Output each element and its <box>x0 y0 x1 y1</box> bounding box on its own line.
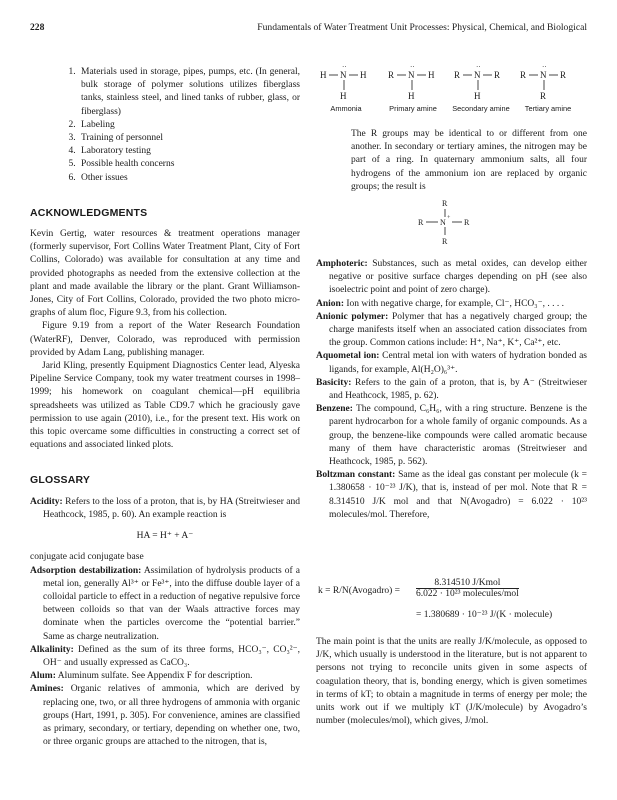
svg-text:R: R <box>520 70 527 80</box>
primary-amine-structure <box>388 64 435 101</box>
svg-text:··: ·· <box>342 64 347 71</box>
ammonia-structure <box>320 64 367 101</box>
glossary-definition: Same as the ideal gas constant per molecule (k = 1.380658 · 10⁻²³ J/K), that is, instead of per mol. Note that R = 8.314510 J/K mol and that N(Avogadro) = 6.022 · 10²³ molecules/mol. Therefore, <box>329 470 587 520</box>
svg-text:N: N <box>408 70 415 80</box>
glossary-definition: Refers to the loss of a proton, that is, by HA (Streitwieser and Heathcock, 1985, p. 60). An example reaction is <box>43 496 300 520</box>
list-item: 1. Materials used in storage, pipes, pumps, etc. (In general, bulk storage of polymer solutions utilizes fiberglass tanks, stainless steel, and lined tanks of rubber, glass, or fiberglass) <box>78 66 300 119</box>
glossary-term: Anion: <box>316 298 344 309</box>
glossary-term: Acidity: <box>30 496 63 507</box>
acidity-caption: conjugate acid conjugate base <box>30 552 144 563</box>
glossary-term: Basicity: <box>316 377 352 388</box>
boltzmann-fraction <box>416 578 519 599</box>
boltzmann-denominator: 6.022 · 10²³ molecules/mol <box>416 589 519 599</box>
glossary-definition: Ion with negative charge, for example, Cl⁻, HCO₃⁻, . . . . <box>346 298 564 309</box>
svg-text:R: R <box>464 218 470 227</box>
glossary-definition: Polymer that has a negatively charged group; the charge manifests itself when an associated cation dissociates from the group. Common cations include: H⁺, Na⁺, K⁺, Ca²⁺, etc. <box>329 311 588 349</box>
svg-text:H: H <box>360 70 367 80</box>
glossary-entry-boltzmann <box>316 469 587 522</box>
glossary-term: Alkalinity: <box>30 644 74 655</box>
amine-structures-drawing <box>316 64 587 104</box>
glossary-entry-benzene <box>316 403 587 469</box>
glossary-entry-anion <box>316 298 587 311</box>
secondary-amine-structure <box>454 64 500 101</box>
glossary-heading: GLOSSARY <box>30 474 91 487</box>
right-column-bottom <box>316 636 587 728</box>
svg-text:H: H <box>474 91 481 101</box>
svg-text:H: H <box>340 91 347 101</box>
list-item: 5. Possible health concerns <box>78 158 300 171</box>
amine-label: Secondary amine <box>452 104 510 113</box>
list-item: 2. Labeling <box>78 119 300 132</box>
ack-paragraph: Kevin Gertig, water resources & treatment operations manager (formerly supervisor, Fort Collins Water Treatment Plant, City of Fort Collins, Colorado) was available for consultation at any time and provided photographs as needed from the extensive collection at the plant and made available the library or the plant. Grant Williamson-Jones, City of Fort Collins, Colorado, provided the two photo micro-graphs of alum floc, Figure 9.3, from his collection. <box>30 229 300 319</box>
glossary-entry-anionic-polymer <box>316 311 587 351</box>
right-column-glossary <box>316 258 587 522</box>
glossary-entry-aquometal <box>316 350 587 376</box>
svg-text:R: R <box>418 218 424 227</box>
quaternary-ammonium-drawing <box>416 198 486 246</box>
right-column-top <box>316 128 587 194</box>
svg-text:R: R <box>540 91 547 101</box>
ack-paragraph: Jarid Kling, presently Equipment Diagnostics Center lead, Alyeska Pipeline Service Company, took my water treatment courses in 1998–1999; his homework on coagulant chemical—pH equilibria spreadsheets was utilized as Table CD9.7 which he graciously gave permission to use again (2010), i.e., for the present text. His work on this topic overcame some difficulties in constructing a correct set of equations and associated linked plots. <box>30 361 300 451</box>
glossary-definition: Central metal ion with waters of hydration bonded as ligands, for example, Al(H₂O)₆³⁺. <box>329 351 588 375</box>
glossary-entry-amines <box>30 683 300 749</box>
svg-text:N: N <box>340 70 347 80</box>
page-number: 228 <box>30 22 45 33</box>
running-title: Fundamentals of Water Treatment Unit Processes: Physical, Chemical, and Biological <box>257 22 587 33</box>
amine-label: Ammonia <box>330 104 362 113</box>
svg-text:··: ·· <box>542 64 547 71</box>
glossary-definition: The compound, C₆H₆, with a ring structure. Benzene is the parent hydrocarbon for a whole family of organic compounds. As a group, the benzene-like compounds were called aromatic because many of them have characteristic aromas (Streitwieser and Heathcock, 1985, p. 562). <box>329 404 587 468</box>
svg-text:··: ·· <box>476 64 481 71</box>
glossary-entry-adsorption <box>30 565 300 644</box>
left-column <box>30 66 300 749</box>
glossary-definition: Assimilation of hydrolysis products of a metal ion, generally Al³⁺ or Fe³⁺, into the diffuse double layer of a colloidal particle to effect in a reduction of negative repulsive force between colloids so that van der Waals attractive forces may dominate when the particles overcome the “potential barrier.” Same as charge neutralization. <box>43 565 300 642</box>
svg-text:N: N <box>540 70 547 80</box>
svg-text:R: R <box>442 237 448 246</box>
boltzmann-numerator: 8.314510 J/Kmol <box>416 578 519 589</box>
main-point-paragraph: The main point is that the units are really J/K/molecule, as opposed to J/K, which usually is understood in the literature, but is not apparent to persons not trying to reconcile units given in some aspects of coagulation theory, that is, bonding energy, which is given sometimes in terms of kT; to obtain a magnitude in terms of energy per mole; the units work out if we multiply kT (J/K/molecule) by Avogadro’s number (molecules/mol), which gives, J/mol. <box>316 637 587 727</box>
page-header <box>30 22 587 36</box>
glossary-term: Amines: <box>30 684 64 695</box>
boltzmann-eq-left: k = R/N(Avogadro) = <box>318 586 401 596</box>
svg-text:+: + <box>447 215 451 221</box>
svg-text:R: R <box>388 70 395 80</box>
boltzmann-result: = 1.380689 · 10⁻²³ J/(K · molecule) <box>416 610 553 620</box>
quaternary-ammonium-structure <box>416 198 486 246</box>
glossary-entry-acidity <box>30 496 300 522</box>
acknowledgments-heading: ACKNOWLEDGMENTS <box>30 206 148 219</box>
glossary-definition: Refers to the gain of a proton, that is, by A⁻ (Streitwieser and Heathcock, 1985, p. 62). <box>329 377 587 402</box>
amine-structures <box>316 64 587 120</box>
amine-label: Primary amine <box>389 104 437 113</box>
ack-paragraph: Figure 9.19 from a report of the Water Research Foundation (WaterRF), Denver, Colorado, was reproduced with permission provided by Adam Lang, publishing manager. <box>30 321 300 358</box>
list-item: 3. Training of personnel <box>78 132 300 145</box>
svg-text:R: R <box>442 199 448 208</box>
r-groups-paragraph: The R groups may be identical to or different from one another. In secondary or tertiary amines, the nitrogen may be part of a ring. In quaternary ammonium salts, all four hydrogens of the ammonium ion are replaced by organic groups; the result is <box>351 129 587 192</box>
boltzmann-equation <box>316 576 587 624</box>
tertiary-amine-structure <box>520 64 566 101</box>
glossary-term: Adsorption destabilization: <box>30 565 142 576</box>
svg-text:H: H <box>408 91 415 101</box>
svg-text:R: R <box>560 70 567 80</box>
acidity-equation: HA = H⁺ + A⁻ <box>136 531 194 542</box>
glossary-term: Alum: <box>30 671 56 682</box>
svg-text:H: H <box>320 70 327 80</box>
glossary-entry-amphoteric <box>316 258 587 298</box>
glossary-entry-alkalinity <box>30 644 300 670</box>
list-item: 4. Laboratory testing <box>78 145 300 158</box>
svg-text:R: R <box>454 70 461 80</box>
glossary-term: Aquometal ion: <box>316 351 380 362</box>
glossary-entry-basicity <box>316 377 587 403</box>
glossary-definition: Defined as the sum of its three forms, HCO₃⁻, CO₃²⁻, OH⁻ and usually expressed as CaCO₃. <box>43 644 301 668</box>
glossary-definition: Organic relatives of ammonia, which are derived by replacing one, two, or all three hydrogens of ammonia with organic groups (Hart, 1991, p. 305). For convenience, amines are classified as primary, secondary, or tertiary, depending on whether one, two, or three organic groups are attached to the nitrogen, that is, <box>43 684 301 748</box>
svg-text:H: H <box>428 70 435 80</box>
glossary-definition: Aluminum sulfate. See Appendix F for description. <box>57 671 253 682</box>
glossary-term: Amphoteric: <box>316 259 368 269</box>
glossary-term: Anionic polymer: <box>316 311 389 322</box>
list-item: 6. Other issues <box>78 172 300 185</box>
glossary-entry-alum <box>30 670 300 683</box>
glossary-term: Benzene: <box>316 404 353 415</box>
svg-text:R: R <box>494 70 501 80</box>
issues-list <box>30 66 300 185</box>
svg-text:··: ·· <box>410 64 415 71</box>
svg-text:N: N <box>440 218 446 227</box>
glossary-term: Boltzman constant: <box>316 470 396 481</box>
glossary-definition: Substances, such as metal oxides, can develop either negative or positive surface charges depending on pH (see also isoelectric point and point of zero charge). <box>329 259 587 296</box>
amine-label: Tertiary amine <box>524 104 572 113</box>
svg-text:N: N <box>474 70 481 80</box>
